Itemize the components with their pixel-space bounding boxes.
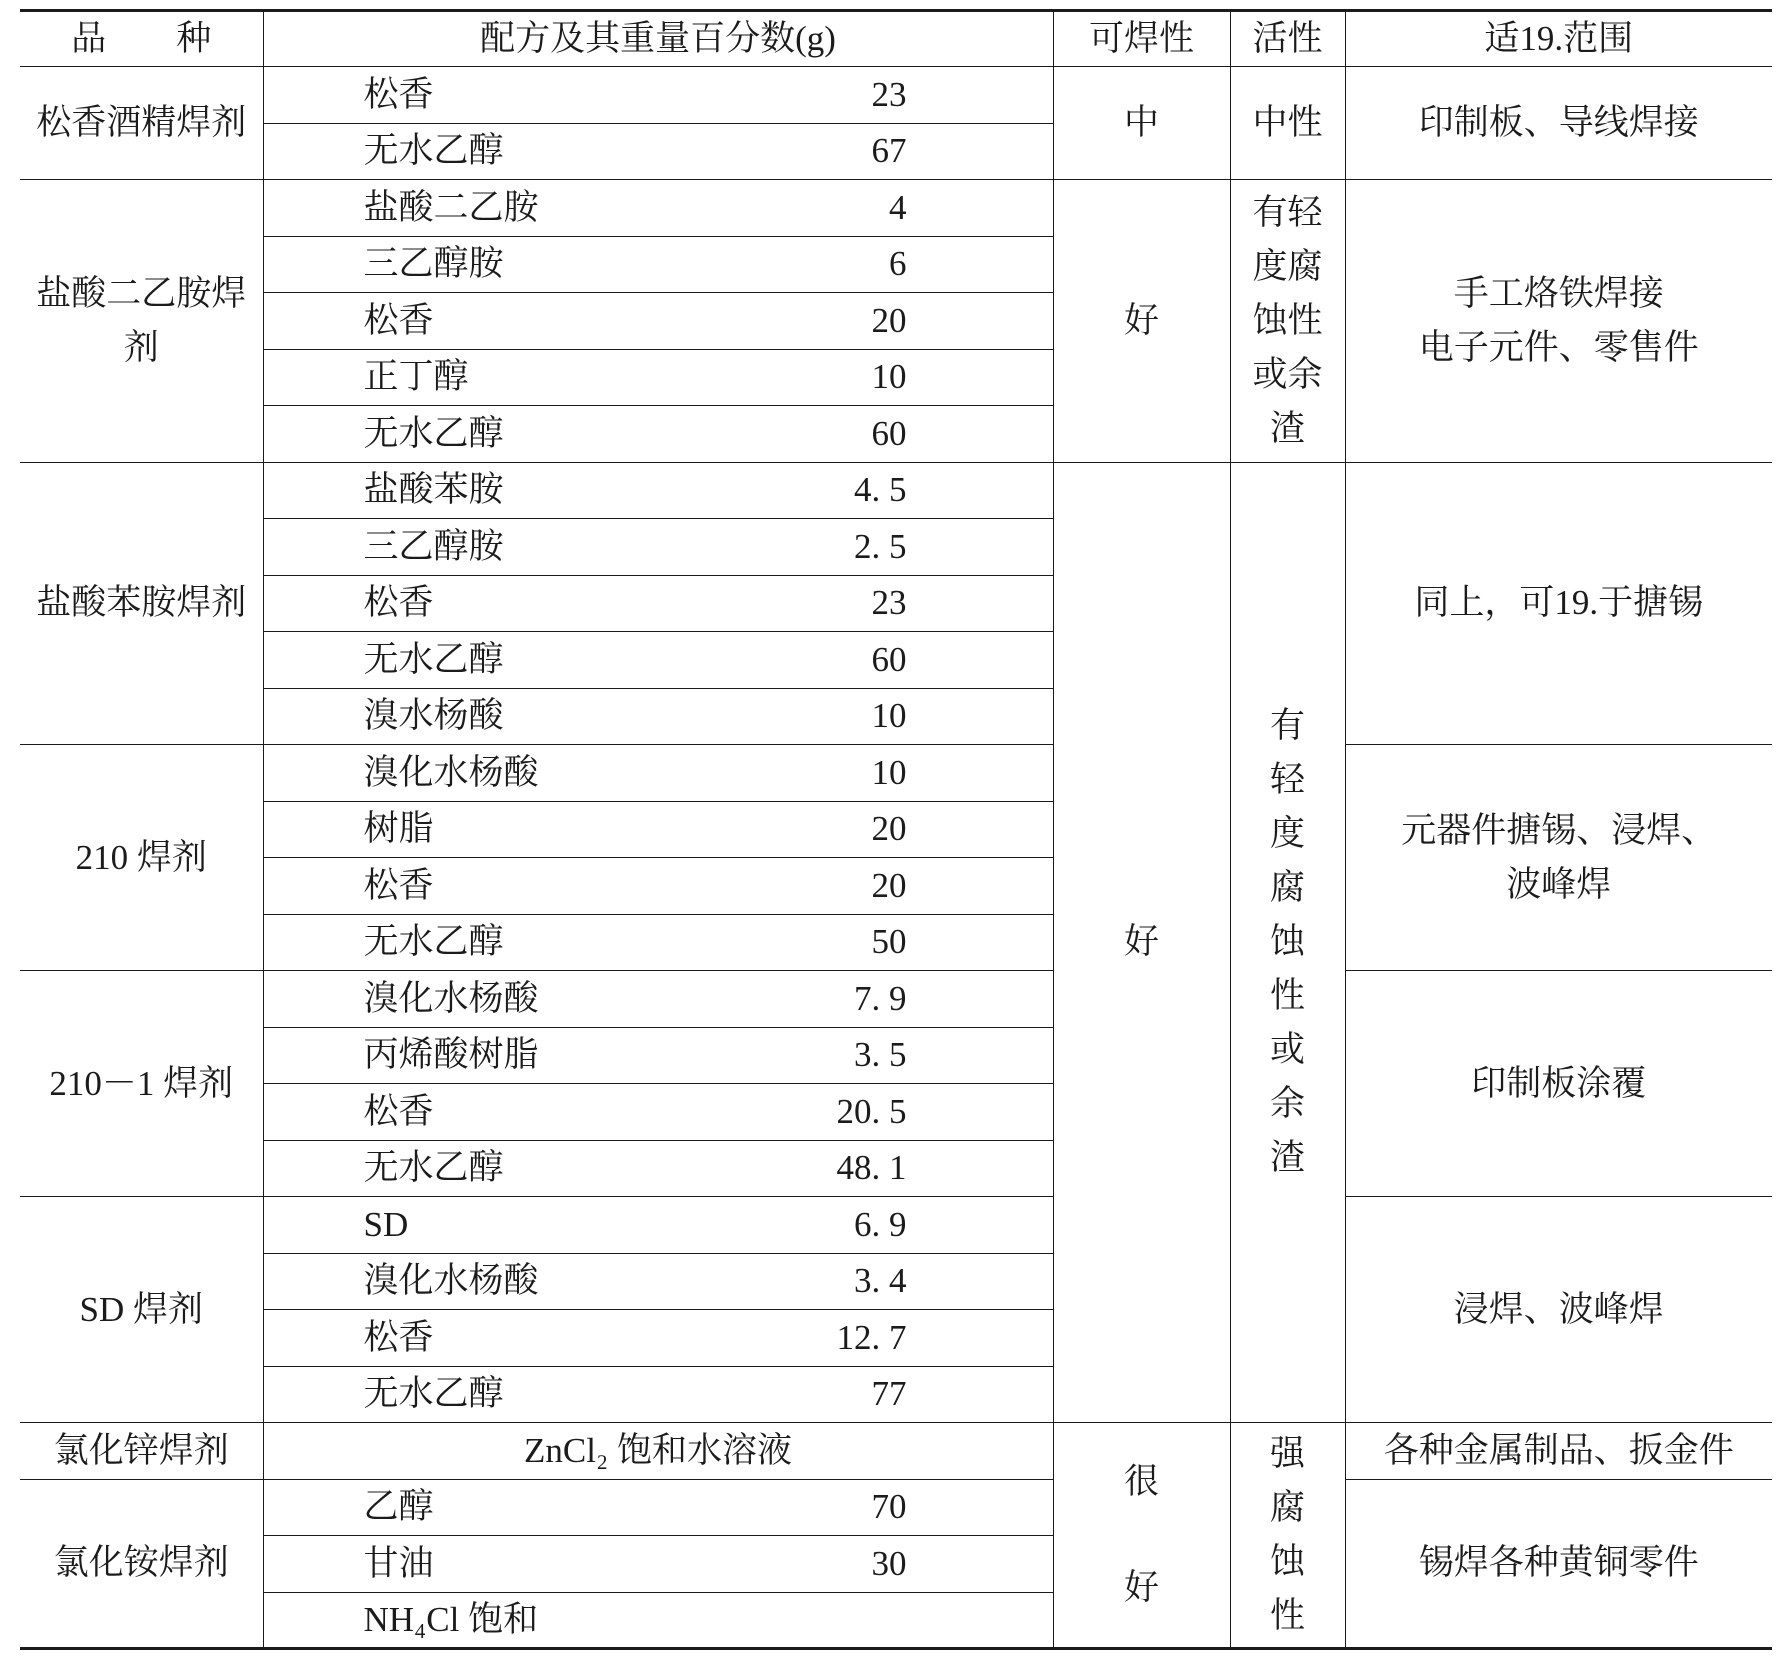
ingredient	[264, 582, 1053, 624]
ingredient-name: 树脂	[363, 809, 434, 849]
ingredient-amount: 48. 1	[836, 1148, 907, 1188]
formula-cell	[263, 293, 1053, 350]
header-formula: 配方及其重量百分数(g)	[263, 11, 1053, 67]
scope-line: 元器件搪锡、浸焊、	[1401, 810, 1717, 850]
ingredient-amount: 6	[889, 244, 907, 284]
ingredient	[264, 187, 1053, 229]
ingredient-name: 三乙醇胺	[363, 526, 504, 566]
activity-text: 强腐蚀性	[1269, 1434, 1305, 1635]
scope-cell	[1345, 1423, 1772, 1480]
ingredient-name: SD	[363, 1204, 409, 1244]
formula-cell	[263, 575, 1053, 632]
ingredient	[264, 1373, 1053, 1415]
ingredient-name: 松香	[363, 865, 434, 905]
table-row	[20, 971, 1772, 1028]
scope-line: 锡焊各种黄铜零件	[1418, 1543, 1699, 1583]
activity-text: 有轻度腐蚀性或余渣	[1269, 706, 1305, 1178]
scope-cell	[1345, 971, 1772, 1197]
header-row	[20, 11, 1772, 67]
ingredient-name: 溴水杨酸	[363, 696, 504, 736]
activity-cell	[1230, 1423, 1345, 1649]
ingredient-amount: 20	[871, 865, 907, 905]
ingredient-name: 松香	[363, 74, 434, 114]
header-scope: 适19.范围	[1345, 11, 1772, 67]
ingredient-amount: 67	[871, 131, 907, 171]
formula-cell	[263, 632, 1053, 689]
activity-cell	[1230, 180, 1345, 463]
flux-name: 氯化锌焊剂	[20, 1423, 263, 1480]
ingredient	[264, 469, 1053, 511]
scope-cell	[1345, 67, 1772, 180]
flux-table	[20, 9, 1772, 1650]
ingredient-name: 无水乙醇	[363, 413, 504, 453]
ingredient-name: 甘油	[363, 1543, 434, 1583]
ingredient-amount: 3. 4	[854, 1261, 907, 1301]
ingredient-amount: 60	[871, 413, 907, 453]
ingredient-amount: 23	[871, 74, 907, 114]
ingredient	[264, 1543, 1053, 1585]
ingredient	[264, 752, 1053, 794]
scope-line: 印制板、导线焊接	[1418, 103, 1699, 142]
ingredient	[264, 1034, 1053, 1076]
ingredient-amount: 12. 7	[836, 1317, 907, 1357]
ingredient-amount: 77	[871, 1374, 907, 1414]
ingredient	[264, 921, 1053, 963]
ingredient-name: 松香	[363, 300, 434, 340]
ingredient	[264, 1091, 1053, 1133]
ingredient-amount: 23	[871, 583, 907, 623]
ingredient-name: 松香	[363, 583, 434, 623]
table-row	[20, 1479, 1772, 1536]
ingredient-amount: 20. 5	[836, 1091, 907, 1131]
ingredient-amount: 3. 5	[854, 1035, 907, 1075]
flux-name: 氯化铵焊剂	[20, 1479, 263, 1649]
scope-cell	[1345, 1197, 1772, 1423]
ingredient	[264, 639, 1053, 681]
formula-cell	[263, 1084, 1053, 1141]
ingredient-amount: 4	[889, 187, 907, 227]
formula-cell	[263, 745, 1053, 802]
ingredient-amount: 4. 5	[854, 470, 907, 510]
scope-cell	[1345, 180, 1772, 463]
scope-line: 印制板涂覆	[1471, 1063, 1647, 1103]
ingredient-name: 无水乙醇	[363, 131, 504, 171]
activity-text: 有轻度腐蚀性或余渣	[1252, 192, 1323, 448]
formula-cell	[263, 1140, 1053, 1197]
scope-line: 浸焊、波峰焊	[1453, 1289, 1664, 1329]
ingredient	[264, 1147, 1053, 1189]
ingredient-name: 无水乙醇	[363, 1374, 504, 1414]
ingredient-amount: 60	[871, 639, 907, 679]
flux-name: 210 焊剂	[20, 745, 263, 971]
ingredient-name: 松香	[363, 1091, 434, 1131]
ingredient-name: 丙烯酸树脂	[363, 1035, 539, 1075]
ingredient	[264, 1317, 1053, 1359]
ingredient-amount: 6. 9	[854, 1204, 907, 1244]
ingredient-name: 无水乙醇	[363, 1148, 504, 1188]
scope-cell	[1345, 745, 1772, 971]
formula-cell	[263, 914, 1053, 971]
ingredient	[264, 865, 1053, 907]
formula-cell	[263, 858, 1053, 915]
table-row	[20, 1197, 1772, 1254]
ingredient-name: 溴化水杨酸	[363, 1261, 539, 1301]
ingredient	[264, 74, 1053, 116]
flux-name: 盐酸苯胺焊剂	[20, 462, 263, 745]
ingredient-name: 三乙醇胺	[363, 244, 504, 284]
ingredient-name: 盐酸二乙胺	[363, 187, 539, 227]
ingredient-amount: 10	[871, 357, 907, 397]
ingredient	[264, 1486, 1053, 1528]
formula-cell	[263, 1479, 1053, 1536]
scope-line: 电子元件、零售件	[1418, 327, 1699, 367]
ingredient	[264, 300, 1053, 342]
ingredient	[264, 978, 1053, 1020]
table-row	[20, 462, 1772, 519]
formula-cell	[263, 1310, 1053, 1367]
ingredient-name: 盐酸苯胺	[363, 470, 504, 510]
scope-line: 同上，可19.于搪锡	[1414, 583, 1704, 623]
formula-cell	[263, 1592, 1053, 1649]
formula-cell	[263, 1027, 1053, 1084]
table-row	[20, 745, 1772, 802]
ingredient	[264, 130, 1053, 172]
ingredient	[264, 695, 1053, 737]
ingredient-amount: 7. 9	[854, 978, 907, 1018]
formula-cell	[263, 801, 1053, 858]
formula-cell	[263, 688, 1053, 745]
flux-name: SD 焊剂	[20, 1197, 263, 1423]
ingredient-amount: 2. 5	[854, 526, 907, 566]
header-activity: 活性	[1230, 11, 1345, 67]
formula-cell	[263, 123, 1053, 180]
activity-cell: 中性	[1230, 67, 1345, 180]
ingredient-amount: 50	[871, 922, 907, 962]
ingredient	[264, 413, 1053, 455]
ingredient-name: 溴化水杨酸	[363, 752, 539, 792]
formula-cell	[263, 1253, 1053, 1310]
ingredient-name: NH₄Cl 饱和	[363, 1599, 539, 1639]
ingredient	[264, 526, 1053, 568]
scope-line: 波峰焊	[1506, 864, 1612, 904]
table-row	[20, 67, 1772, 124]
formula-cell	[263, 67, 1053, 124]
ingredient	[264, 356, 1053, 398]
header-solderability: 可焊性	[1053, 11, 1230, 67]
formula-cell	[263, 462, 1053, 519]
ingredient-name: 无水乙醇	[363, 922, 504, 962]
flux-name: 210－1 焊剂	[20, 971, 263, 1197]
ingredient	[264, 1260, 1053, 1302]
solderability-text: 很好	[1123, 1462, 1159, 1607]
ingredient	[264, 243, 1053, 285]
solderability-cell: 好	[1053, 180, 1230, 463]
ingredient-name: 溴化水杨酸	[363, 978, 539, 1018]
ingredient-amount: 70	[871, 1487, 907, 1527]
formula-cell	[263, 1197, 1053, 1254]
scope-line: 手工烙铁焊接	[1453, 273, 1664, 313]
table-row	[20, 180, 1772, 237]
ingredient-amount: 20	[871, 300, 907, 340]
ingredient-name: 无水乙醇	[363, 639, 504, 679]
formula-cell	[263, 180, 1053, 237]
solderability-cell: 好	[1053, 462, 1230, 1423]
ingredient-name: 松香	[363, 1317, 434, 1357]
activity-cell	[1230, 462, 1345, 1423]
formula-cell	[263, 1423, 1053, 1480]
ingredient	[264, 1599, 1053, 1641]
flux-name: 松香酒精焊剂	[20, 67, 263, 180]
ingredient-name: ZnCl₂ 饱和水溶液	[524, 1430, 792, 1470]
ingredient-name: 乙醇	[363, 1487, 434, 1527]
flux-name-text: 盐酸二乙胺焊剂	[36, 273, 247, 367]
formula-cell	[263, 519, 1053, 576]
scope-cell	[1345, 462, 1772, 745]
ingredient	[264, 808, 1053, 850]
formula-cell	[263, 236, 1053, 293]
formula-cell	[263, 1366, 1053, 1423]
ingredient-amount: 10	[871, 752, 907, 792]
scope-cell	[1345, 1479, 1772, 1649]
ingredient-name: 正丁醇	[363, 357, 469, 397]
ingredient-amount: 10	[871, 696, 907, 736]
scope-line: 各种金属制品、扳金件	[1383, 1430, 1734, 1470]
ingredient-amount: 30	[871, 1543, 907, 1583]
ingredient	[264, 1204, 1053, 1246]
formula-cell	[263, 349, 1053, 406]
table-row	[20, 1423, 1772, 1480]
ingredient-amount: 20	[871, 809, 907, 849]
flux-name	[20, 180, 263, 463]
solderability-cell	[1053, 1423, 1230, 1649]
header-variety: 品 种	[20, 11, 263, 67]
solderability-cell: 中	[1053, 67, 1230, 180]
formula-cell	[263, 1536, 1053, 1593]
formula-cell	[263, 971, 1053, 1028]
formula-cell	[263, 406, 1053, 463]
